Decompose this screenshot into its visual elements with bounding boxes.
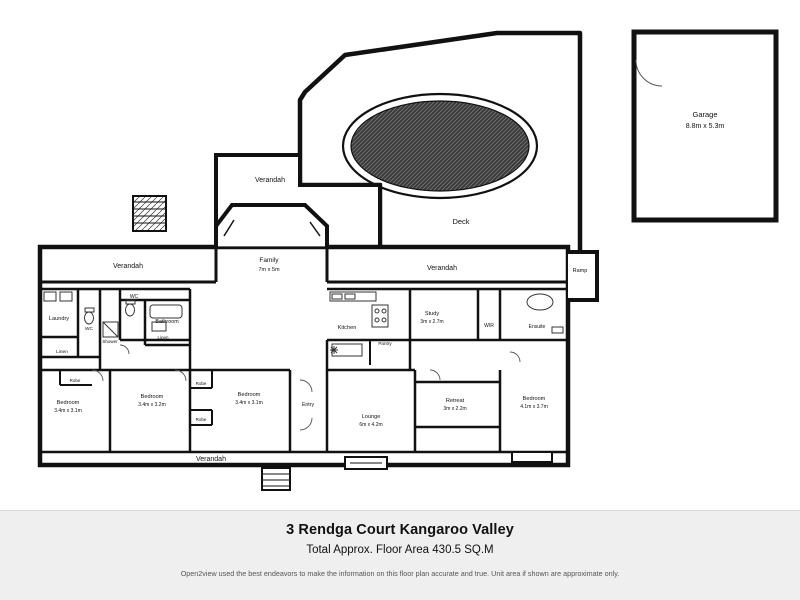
laundry-label: Laundry <box>48 316 70 322</box>
linen-b-label: Linen <box>56 350 68 355</box>
verandah-left-label: Verandah <box>113 263 143 270</box>
kitchen-label: Kitchen <box>337 325 357 331</box>
bedroom1-dims: 3.4m x 3.1m <box>54 408 82 414</box>
linen-a-label: Linen <box>157 335 169 340</box>
bathroom-label: Bathroom <box>155 319 179 325</box>
retreat-label: Retreat <box>445 398 465 404</box>
floor-area: Total Approx. Floor Area 430.5 SQ.M <box>306 544 494 556</box>
lounge-dims: 6m x 4.2m <box>359 422 383 428</box>
bedroom4-label: Bedroom <box>522 396 546 402</box>
property-title: 3 Rendga Court Kangaroo Valley <box>286 522 514 538</box>
verandah-bottom-label: Verandah <box>196 456 226 463</box>
study-label: Study <box>424 311 440 317</box>
verandah-right-label: Verandah <box>427 265 457 272</box>
bedroom1-label: Bedroom <box>56 400 80 406</box>
garage-dims: 8.8m x 5.3m <box>685 123 725 130</box>
ramp-label: Ramp <box>572 268 588 274</box>
wc-small-label: WC <box>85 327 93 332</box>
garage-block <box>634 32 776 220</box>
bedroom3-label: Bedroom <box>237 392 261 398</box>
pantry-label: Pantry <box>378 341 392 346</box>
garage-label: Garage <box>692 110 718 119</box>
entry-label: Entry <box>301 402 315 408</box>
house-outline <box>40 247 597 465</box>
lounge-label: Lounge <box>361 414 381 420</box>
disclaimer: Open2view used the best endeavors to make the information on this floor plan accurate and true. Unit area if shown are approximate only. <box>180 569 620 578</box>
robe-left-label: Robe <box>69 378 81 383</box>
bedroom3-dims: 3.4m x 3.1m <box>235 400 263 406</box>
retreat-dims: 3m x 2.2m <box>443 406 467 412</box>
wir-label: WIR <box>484 323 494 329</box>
ensuite-label: Ensuite <box>528 324 546 330</box>
shower-label: Shower <box>102 339 118 344</box>
family-label: Family <box>259 257 279 264</box>
study-dims: 3m x 2.7m <box>420 319 444 325</box>
deck-label: Deck <box>452 217 470 226</box>
bedroom4-dims: 4.1m x 3.7m <box>520 404 548 410</box>
footer <box>0 510 800 600</box>
bedroom2-label: Bedroom <box>140 394 164 400</box>
family-dims: 7m x 5m <box>258 267 280 273</box>
robe-mid-top-label: Robe <box>195 381 207 386</box>
verandah-top-label: Verandah <box>255 177 285 184</box>
bedroom2-dims: 3.4m x 3.2m <box>138 402 166 408</box>
robe-mid-bottom-label: Robe <box>195 417 207 422</box>
wc-main-label: WC <box>129 294 139 300</box>
stairs <box>133 196 166 231</box>
